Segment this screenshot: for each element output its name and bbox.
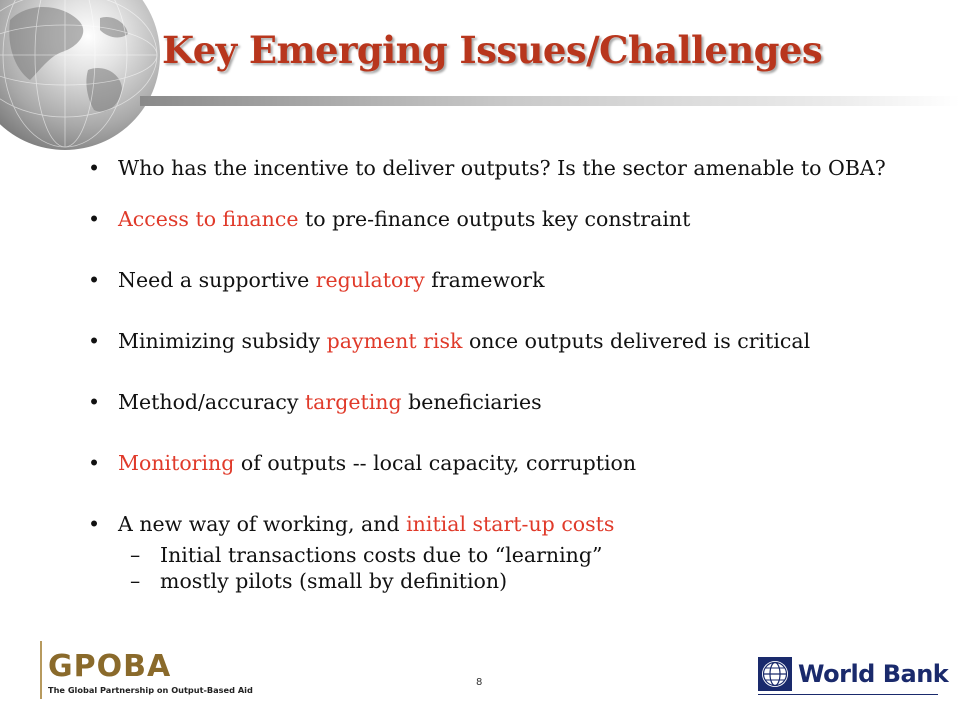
logo-divider: [40, 641, 42, 699]
bullet-list: [88, 156, 928, 594]
page-number: 8: [476, 677, 483, 688]
bullet-glyph: •: [88, 329, 101, 353]
world-bank-underline: [758, 694, 938, 695]
bullet-text: to pre-finance outputs key constraint: [298, 207, 691, 231]
highlight-text: Monitoring: [118, 451, 235, 475]
sub-bullet-item: [118, 568, 928, 594]
bullet-item: [88, 156, 928, 180]
world-bank-emblem-icon: [758, 657, 792, 691]
gpoba-logo-text: GPOBA: [48, 649, 172, 684]
sub-bullet-glyph: –: [130, 569, 141, 593]
sub-bullet-text: mostly pilots (small by definition): [160, 569, 508, 593]
gpoba-logo-tagline: The Global Partnership on Output-Based Aid: [48, 685, 253, 695]
bullet-text: of outputs -- local capacity, corruption: [234, 451, 637, 475]
bullet-glyph: •: [88, 156, 101, 180]
sub-bullet-glyph: –: [130, 543, 141, 567]
globe-icon: [0, 0, 160, 150]
slide-title: Key Emerging Issues/Challenges: [162, 28, 823, 72]
bullet-glyph: •: [88, 268, 101, 292]
bullet-item: [88, 207, 928, 231]
highlight-text: regulatory: [315, 268, 425, 292]
highlight-text: targeting: [304, 390, 402, 414]
bullet-item: [88, 390, 928, 414]
title-underline-bar: [140, 96, 960, 106]
bullet-item: [88, 268, 928, 292]
highlight-text: payment risk: [326, 329, 463, 353]
bullet-glyph: •: [88, 512, 101, 536]
bullet-text: once outputs delivered is critical: [462, 329, 811, 353]
bullet-item: [88, 512, 928, 594]
bullet-text: framework: [424, 268, 545, 292]
bullet-item: [88, 451, 928, 475]
bullet-item: [88, 329, 928, 353]
bullet-glyph: •: [88, 451, 101, 475]
bullet-text: Method/accuracy: [118, 390, 305, 414]
bullet-text: Who has the incentive to deliver outputs? Is the sector amenable to OBA?: [118, 156, 886, 180]
highlight-text: initial start-up costs: [406, 512, 615, 536]
gpoba-logo: [40, 647, 253, 699]
bullet-glyph: •: [88, 207, 101, 231]
highlight-text: Access to finance: [118, 207, 299, 231]
bullet-text: Minimizing subsidy: [118, 329, 327, 353]
bullet-text: A new way of working, and: [118, 512, 407, 536]
bullet-text: Need a supportive: [118, 268, 316, 292]
world-bank-logo: [758, 657, 949, 697]
bullet-glyph: •: [88, 390, 101, 414]
sub-bullet-list: [118, 542, 928, 594]
sub-bullet-text: Initial transactions costs due to “learning”: [160, 543, 603, 567]
sub-bullet-item: [118, 542, 928, 568]
world-bank-logo-text: World Bank: [798, 660, 949, 688]
bullet-text: beneficiaries: [401, 390, 542, 414]
